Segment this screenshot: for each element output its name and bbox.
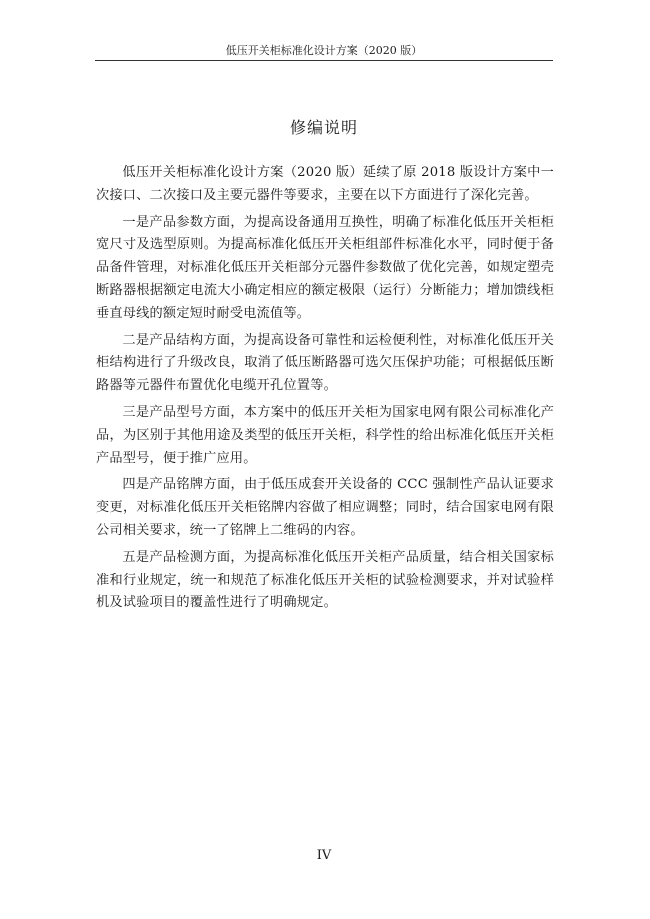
running-header: 低压开关柜标准化设计方案（2020 版） bbox=[225, 44, 423, 57]
paragraph-product-structure: 二是产品结构方面，为提高设备可靠性和运检便利性，对标准化低压开关柜结构进行了升级改良，取消了低压断路器可选欠压保护功能；可根据低压断路器等元器件布置优化电缆开孔位置等。 bbox=[96, 332, 554, 394]
document-body bbox=[96, 162, 554, 615]
page-title: 修编说明 bbox=[289, 118, 358, 137]
paragraph-intro: 低压开关柜标准化设计方案（2020 版）延续了原 2018 版设计方案中一次接口、二次接口及主要元器件等要求，主要在以下方面进行了深化完善。 bbox=[96, 165, 554, 203]
paragraph-product-nameplate: 四是产品铭牌方面，由于低压成套开关设备的 CCC 强制性产品认证要求变更，对标准化低压开关柜铭牌内容做了相应调整；同时，结合国家电网有限公司相关要求，统一了铭牌上二维码的内容。 bbox=[96, 477, 554, 538]
paragraph-product-model: 三是产品型号方面，本方案中的低压开关柜为国家电网有限公司标准化产品，为区别于其他用途及类型的低压开关柜，科学性的给出标准化低压开关柜产品型号，便于推广应用。 bbox=[96, 404, 554, 466]
header-divider bbox=[95, 60, 553, 61]
paragraph-product-parameters: 一是产品参数方面，为提高设备通用互换性，明确了标准化低压开关柜柜宽尺寸及选型原则。为提高标准化低压开关柜组部件标准化水平，同时便于备品备件管理，对标准化低压开关柜部分元器件参数做了优化完善，如规定塑壳断路器根据额定电流大小确定相应的额定极限（运行）分断能力；增加馈线柜垂直母线的额定短时耐受电流值等。 bbox=[96, 214, 554, 321]
page-number: IV bbox=[316, 848, 332, 863]
paragraph-product-testing: 五是产品检测方面，为提高标准化低压开关柜产品质量，结合相关国家标准和行业规定，统一和规范了标准化低压开关柜的试验检测要求，并对试验样机及试验项目的覆盖性进行了明确规定。 bbox=[96, 549, 554, 611]
